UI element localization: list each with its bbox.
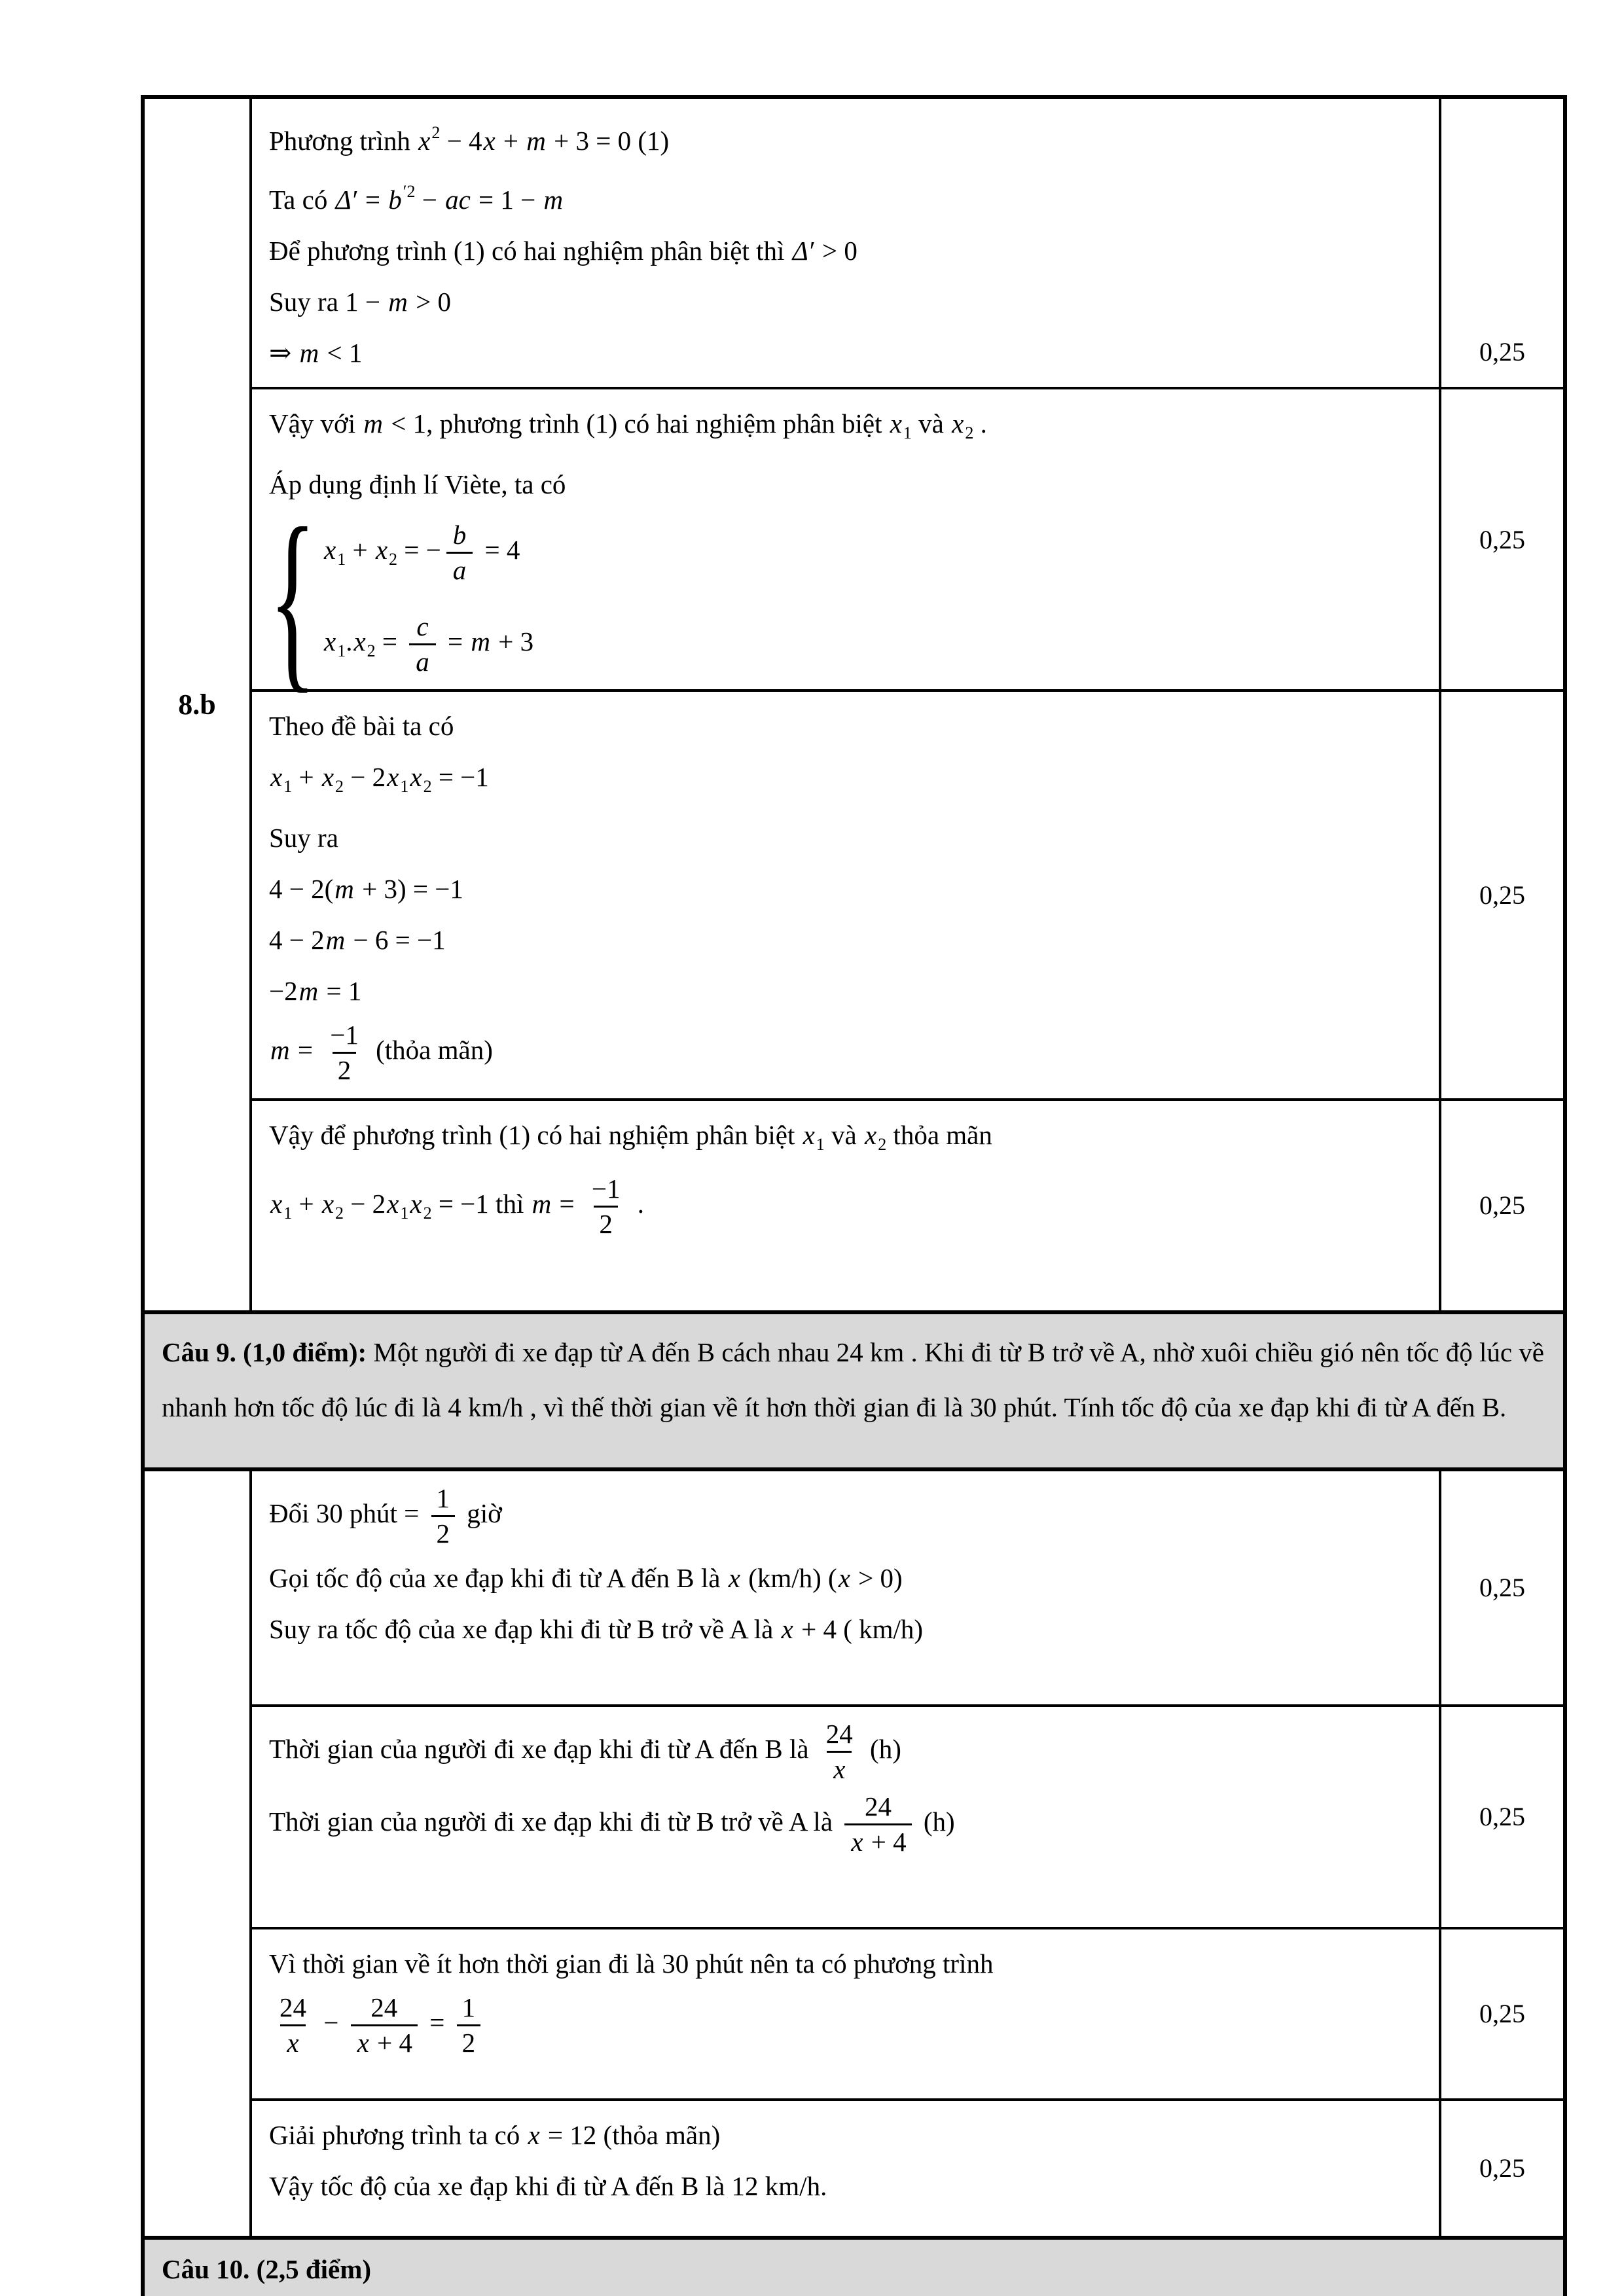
math-token: = 1	[319, 976, 362, 1006]
math-token: − 6 = −1	[346, 925, 446, 955]
math-token: x	[387, 1188, 399, 1219]
math-line	[269, 916, 1423, 963]
math-token: x	[803, 1119, 815, 1150]
math-token: m	[526, 126, 546, 156]
math-token: Δ	[335, 185, 352, 215]
math-token: x	[838, 1563, 850, 1593]
math-token: 1	[436, 1482, 450, 1513]
score-cell: 0,25	[1439, 692, 1563, 1098]
fraction-denominator	[827, 1751, 852, 1786]
answer-content-cell	[252, 1471, 1439, 1704]
system-brace-icon: {	[269, 487, 316, 710]
math-token: x	[353, 626, 366, 656]
math-line	[269, 1111, 1423, 1168]
math-token: − 2	[344, 762, 386, 792]
math-token: Câu 9. (1,0 điểm):	[162, 1336, 374, 1367]
math-token: b	[452, 520, 467, 550]
fraction	[844, 1790, 911, 1859]
fraction	[457, 1991, 481, 2060]
fraction-numerator	[410, 610, 435, 643]
math-token: x	[728, 1563, 740, 1593]
answer-table	[141, 95, 1567, 2296]
answer-row	[252, 2101, 1563, 2236]
math-token: thỏa mãn	[886, 1119, 992, 1150]
math-token: Ta có	[269, 185, 334, 215]
math-token: Một người đi xe đạp từ A đến B cách nhau	[373, 1336, 837, 1367]
fraction-numerator	[821, 1717, 858, 1751]
math-line	[269, 1172, 1423, 1242]
math-token: =	[291, 1035, 320, 1066]
math-token: Theo đề bài ta có	[269, 711, 454, 741]
fraction	[821, 1717, 858, 1787]
math-token: > 0	[408, 287, 452, 317]
math-token: 24	[825, 1718, 853, 1749]
math-line	[269, 109, 1423, 164]
math-line	[269, 329, 1423, 376]
math-token: + 4	[864, 1827, 907, 1857]
math-token: 2	[335, 1203, 344, 1223]
fraction	[409, 610, 436, 679]
math-token: x	[357, 2027, 369, 2058]
score-cell: 0,25	[1439, 99, 1563, 387]
math-token: > 0)	[851, 1563, 903, 1593]
question-9-header	[145, 1310, 1563, 1471]
answer-content-cell	[252, 1707, 1439, 1927]
system-equation	[323, 518, 533, 588]
math-token: x	[321, 762, 334, 792]
math-token: x	[865, 1119, 877, 1150]
math-line	[269, 1991, 1423, 2060]
score-cell: 0,25	[1439, 1929, 1563, 2098]
math-token: = −	[397, 535, 441, 565]
fraction-numerator	[457, 1991, 481, 2024]
math-token: =	[375, 626, 405, 656]
math-token: x	[375, 535, 388, 565]
answer-row	[252, 1471, 1563, 1707]
question-8b-section	[145, 99, 1563, 1310]
math-token: −	[415, 185, 444, 215]
fraction-denominator	[446, 552, 473, 587]
question-8b-rows	[252, 99, 1563, 1310]
math-token: Vậy tốc độ của xe đạp khi đi từ A đến B là 12 km/h.	[269, 2170, 827, 2201]
math-token: x	[387, 762, 399, 792]
math-token: + 3	[492, 626, 534, 656]
math-token: x	[418, 126, 431, 156]
math-token: −1	[591, 1173, 621, 1204]
math-line	[269, 1018, 1423, 1088]
math-token: .	[973, 408, 987, 439]
math-token: + 4	[370, 2027, 412, 2058]
answer-content-cell	[252, 389, 1439, 710]
fraction-denominator	[333, 1052, 357, 1087]
math-line	[269, 1717, 1423, 1787]
math-token: x	[851, 1827, 863, 1857]
math-token: < 1, phương trình (1) có hai nghiệm phân biệt	[384, 408, 889, 439]
math-token: (h)	[863, 1733, 901, 1764]
math-token: Để phương trình (1) có hai nghiệm phân biệt thì	[269, 236, 791, 266]
math-token: −1	[330, 1020, 359, 1050]
math-token: x	[890, 408, 902, 439]
math-token: = −1 thì	[431, 1188, 531, 1219]
math-token: m	[471, 626, 491, 656]
math-token: ac	[445, 185, 471, 215]
math-token: (thỏa mãn)	[369, 1035, 493, 1066]
fraction-denominator	[457, 2024, 481, 2060]
math-token: giờ	[460, 1498, 502, 1528]
math-token: 2	[599, 1208, 613, 1239]
math-line	[269, 1482, 1423, 1551]
math-token: Câu 10. (2,5 điểm)	[162, 2253, 372, 2284]
math-token: Thời gian của người đi xe đạp khi đi từ B trở về A là	[269, 1806, 840, 1837]
math-token: +	[292, 1188, 321, 1219]
math-token: 2	[423, 1203, 432, 1223]
math-line	[269, 400, 1423, 457]
math-token: 2	[335, 777, 344, 796]
math-token: 2	[367, 641, 376, 660]
math-token: 24	[370, 1992, 398, 2022]
question-8b-label: 8.b	[145, 99, 252, 1310]
math-token: Suy ra	[269, 823, 338, 853]
fraction-numerator	[365, 1991, 403, 2024]
math-token: 24 km	[836, 1336, 905, 1367]
math-token: = 12 (thỏa mãn)	[541, 2119, 721, 2150]
math-token: Vì thời gian về ít hơn thời gian đi là 30 phút nên ta có phương trình	[269, 1948, 994, 1979]
fraction-numerator	[274, 1991, 312, 2024]
math-line	[269, 487, 1423, 710]
math-token: và	[911, 408, 951, 439]
equation-system	[269, 487, 534, 710]
math-line	[269, 967, 1423, 1014]
math-line	[269, 278, 1423, 325]
fraction	[431, 1482, 456, 1551]
math-token: 1	[903, 423, 912, 442]
answer-row	[252, 389, 1563, 710]
math-token: m	[270, 1035, 290, 1066]
math-token: 2	[337, 1055, 352, 1086]
math-token: 1	[461, 1992, 476, 2022]
math-line	[269, 753, 1423, 810]
math-token: 4 km/h	[448, 1391, 524, 1422]
math-token: x	[410, 762, 422, 792]
math-line	[269, 1940, 1423, 1987]
answer-content-cell	[252, 2101, 1439, 2236]
math-token: =	[441, 626, 470, 656]
math-token: 1	[816, 1134, 825, 1154]
math-token: m	[334, 874, 354, 904]
math-line	[269, 168, 1423, 223]
math-token: . Khi đi từ B trở về A, nhờ xuôi chiều gió nên tốc độ lúc về nhanh hơn tốc độ lúc đi là	[162, 1336, 1544, 1422]
math-token: x	[270, 762, 283, 792]
math-token: ′ =	[352, 185, 388, 215]
math-line	[269, 865, 1423, 912]
answer-content-cell	[252, 692, 1439, 1098]
math-token: x	[324, 626, 336, 656]
math-token: + 3 = 0 (1)	[547, 126, 670, 156]
fraction-denominator	[844, 1823, 911, 1859]
math-line	[269, 2111, 1423, 2159]
math-line	[269, 227, 1423, 274]
answer-content-cell	[252, 1929, 1439, 2098]
answer-row	[252, 1929, 1563, 2101]
math-token: x	[952, 408, 964, 439]
math-token: = 4	[478, 535, 520, 565]
fraction-numerator	[859, 1790, 897, 1823]
math-token: x	[324, 535, 336, 565]
score-cell: 0,25	[1439, 2101, 1563, 2236]
fraction-denominator	[594, 1206, 618, 1241]
math-token: 2	[431, 123, 441, 142]
math-token: và	[824, 1119, 863, 1150]
math-token: +	[496, 126, 526, 156]
math-token: Thời gian của người đi xe đạp khi đi từ A đến B là	[269, 1733, 816, 1764]
question-10-header	[145, 2236, 1563, 2296]
math-token: 2	[389, 550, 398, 569]
math-token: x	[270, 1188, 283, 1219]
math-line	[269, 1554, 1423, 1602]
math-token: = 1 −	[471, 185, 543, 215]
math-token: ⇒	[269, 338, 298, 368]
question-9-rows	[252, 1471, 1563, 2236]
answer-content-cell	[252, 99, 1439, 387]
math-token: 24	[864, 1791, 892, 1821]
answer-row	[252, 99, 1563, 389]
math-token: 4 − 2	[269, 925, 325, 955]
math-token: 2	[461, 2027, 476, 2058]
math-token: − 4	[440, 126, 482, 156]
math-token: =	[422, 2007, 452, 2037]
answer-row	[252, 692, 1563, 1101]
math-token: Suy ra 1 −	[269, 287, 388, 317]
fraction-denominator	[409, 643, 436, 679]
math-token: Đổi 30 phút =	[269, 1498, 426, 1528]
math-token: b	[388, 185, 402, 215]
math-token: −	[317, 2007, 346, 2037]
math-token: 1	[400, 1203, 409, 1223]
math-token: m	[299, 338, 319, 368]
math-token: Phương trình	[269, 126, 418, 156]
math-token: x	[287, 2027, 299, 2058]
question-9-label-empty	[145, 1471, 252, 2236]
math-token: m	[325, 925, 346, 955]
fraction-denominator	[280, 2024, 305, 2060]
fraction-numerator	[446, 518, 473, 552]
score-cell: 0,25	[1439, 1471, 1563, 1704]
answer-row	[252, 1707, 1563, 1929]
fraction	[446, 518, 473, 588]
math-token: x	[483, 126, 496, 156]
math-token: +	[346, 535, 374, 565]
math-token: 2	[436, 1518, 450, 1549]
fraction	[274, 1991, 312, 2060]
score-cell: 0,25	[1439, 1101, 1563, 1310]
question-9-section	[145, 1471, 1563, 2236]
math-line	[269, 814, 1423, 861]
system-equations	[323, 518, 533, 679]
system-equation	[323, 610, 533, 679]
fraction	[586, 1172, 626, 1242]
math-token: < 1	[320, 338, 363, 368]
score-cell: 0,25	[1439, 389, 1563, 689]
math-token: (km/h) (	[741, 1563, 837, 1593]
answer-content-cell	[252, 1101, 1439, 1310]
math-token: Giải phương trình ta có	[269, 2119, 527, 2150]
math-token: a	[452, 555, 467, 586]
math-token: Suy ra tốc độ của xe đạp khi đi từ B trở về A là	[269, 1614, 780, 1644]
math-line	[269, 1790, 1423, 1859]
math-token: 1	[337, 550, 346, 569]
math-token: =	[552, 1188, 581, 1219]
math-token: x	[781, 1614, 793, 1644]
math-token: m	[298, 976, 319, 1006]
math-token: Vậy để phương trình (1) có hai nghiệm phân biệt	[269, 1119, 802, 1150]
math-token: + 3) = −1	[355, 874, 463, 904]
math-token: m	[388, 287, 408, 317]
math-token: 1	[400, 777, 409, 796]
math-token: − 2	[344, 1188, 386, 1219]
math-token: 24	[280, 1992, 306, 2022]
fraction	[351, 1991, 418, 2060]
math-token: 2	[965, 423, 974, 442]
math-token: Δ	[792, 236, 808, 266]
math-token: .	[346, 626, 353, 656]
math-line	[269, 702, 1423, 749]
fraction-numerator	[325, 1018, 364, 1052]
math-token: ′2	[403, 182, 416, 201]
math-token: Áp dụng định lí Viète, ta có	[269, 469, 566, 499]
math-token: 2	[878, 1134, 887, 1154]
math-token: m	[543, 185, 564, 215]
math-line	[269, 2162, 1423, 2210]
math-token: m	[363, 408, 383, 439]
math-token: x	[321, 1188, 334, 1219]
fraction-numerator	[431, 1482, 456, 1515]
math-token: Vậy với	[269, 408, 363, 439]
math-token: ′ > 0	[809, 236, 857, 266]
fraction	[325, 1018, 364, 1088]
score-cell: 0,25	[1439, 1707, 1563, 1927]
math-token: +	[292, 762, 321, 792]
math-token: 1	[337, 641, 346, 660]
answer-row	[252, 1101, 1563, 1310]
math-token: = −1	[431, 762, 489, 792]
math-token: Gọi tốc độ của xe đạp khi đi từ A đến B là	[269, 1563, 727, 1593]
math-token: + 4 ( km/h)	[794, 1614, 924, 1644]
math-token: 2	[423, 777, 432, 796]
math-token: x	[528, 2119, 540, 2150]
fraction-denominator	[351, 2024, 418, 2060]
math-token: a	[416, 646, 429, 677]
math-token: x	[410, 1188, 422, 1219]
fraction-numerator	[586, 1172, 626, 1206]
fraction-denominator	[431, 1515, 456, 1551]
math-token: 4 − 2(	[269, 874, 334, 904]
math-token: 1	[283, 1203, 293, 1223]
math-token: , vì thế thời gian về ít hơn thời gian đi là 30 phút. Tính tốc độ của xe đạp khi đi từ A đến B.	[523, 1391, 1507, 1422]
math-token: c	[416, 611, 429, 641]
math-token: −2	[269, 976, 298, 1006]
math-token: .	[630, 1188, 644, 1219]
math-token: x	[833, 1753, 846, 1784]
math-line	[269, 461, 1423, 508]
math-token: m	[532, 1188, 552, 1219]
math-token: (h)	[916, 1806, 955, 1837]
math-line	[269, 1605, 1423, 1653]
math-token: 1	[283, 777, 293, 796]
